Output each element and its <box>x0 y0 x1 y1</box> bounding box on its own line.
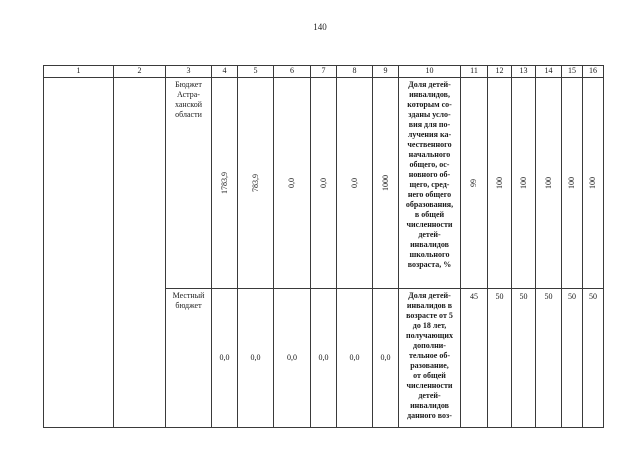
value-col-5: 783,9 <box>238 78 274 289</box>
funding-source: Местный бюджет <box>166 289 212 428</box>
target-col-11: 99 <box>461 78 488 289</box>
target-col-16: 100 <box>583 78 604 289</box>
indicator-text: Доля детей- инвалидов, которым со- зданы усло- вия для по- лучения ка- чественного начального общего, ос- новного об- щего, сред- него общего образования, в общей численности детей- инвалидов школьного возраста, % <box>399 78 461 289</box>
col-header: 11 <box>461 66 488 78</box>
target-col-15: 50 <box>562 289 583 428</box>
cell-col-2 <box>114 78 166 428</box>
value-col-7: 0,0 <box>311 289 337 428</box>
col-header: 3 <box>166 66 212 78</box>
col-header: 5 <box>238 66 274 78</box>
target-col-13: 100 <box>512 78 536 289</box>
col-header: 1 <box>44 66 114 78</box>
value-col-8: 0,0 <box>337 289 373 428</box>
col-header: 12 <box>488 66 512 78</box>
table-row <box>44 78 604 289</box>
col-header: 8 <box>337 66 373 78</box>
value-col-7: 0,0 <box>311 78 337 289</box>
value-col-4: 0,0 <box>212 289 238 428</box>
value-col-9: 0,0 <box>373 289 399 428</box>
target-col-11: 45 <box>461 289 488 428</box>
target-col-16: 50 <box>583 289 604 428</box>
value-col-5: 0,0 <box>238 289 274 428</box>
header-row <box>44 66 604 78</box>
col-header: 15 <box>562 66 583 78</box>
funding-source: Бюджет Астра- ханской области <box>166 78 212 289</box>
col-header: 10 <box>399 66 461 78</box>
value-col-4: 1783,9 <box>212 78 238 289</box>
value-col-6: 0,0 <box>274 78 311 289</box>
target-col-14: 100 <box>536 78 562 289</box>
col-header: 9 <box>373 66 399 78</box>
target-col-14: 50 <box>536 289 562 428</box>
col-header: 2 <box>114 66 166 78</box>
target-col-12: 100 <box>488 78 512 289</box>
indicator-text: Доля детей- инвалидов в возрасте от 5 до 18 лет, получающих дополни- тельное об- разование, от общей численности детей- инвалидов данного воз- <box>399 289 461 428</box>
value-col-9: 1000 <box>373 78 399 289</box>
col-header: 14 <box>536 66 562 78</box>
target-col-13: 50 <box>512 289 536 428</box>
value-col-6: 0,0 <box>274 289 311 428</box>
page-number: 140 <box>313 22 327 32</box>
col-header: 6 <box>274 66 311 78</box>
target-col-12: 50 <box>488 289 512 428</box>
col-header: 4 <box>212 66 238 78</box>
value-col-8: 0,0 <box>337 78 373 289</box>
col-header: 16 <box>583 66 604 78</box>
col-header: 7 <box>311 66 337 78</box>
col-header: 13 <box>512 66 536 78</box>
program-table <box>43 65 604 428</box>
target-col-15: 100 <box>562 78 583 289</box>
cell-col-1 <box>44 78 114 428</box>
